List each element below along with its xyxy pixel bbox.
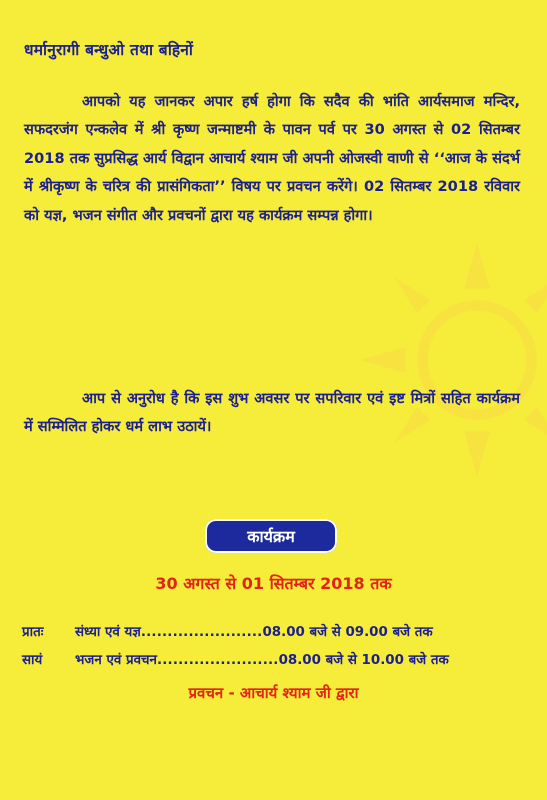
schedule-activity: भजन एवं प्रवचन bbox=[75, 653, 157, 668]
program-dates: 30 अगस्त से 01 सितम्बर 2018 तक bbox=[155, 574, 392, 593]
schedule-time: 08.00 बजे से 10.00 बजे तक bbox=[278, 653, 449, 668]
schedule-row-evening bbox=[22, 650, 527, 668]
sun-watermark-icon bbox=[347, 230, 547, 490]
salutation: धर्मानुरागी बन्धुओ तथा बहिनों bbox=[24, 41, 194, 59]
invitation-paragraph: आपको यह जानकर अपार हर्ष होगा कि सदैव की भांति आर्यसमाज मन्दिर, सफदरजंग एन्कलेव में श्री कृष्ण जन्माष्टमी के पावन पर्व पर 30 अगस्त से 02 सितम्बर 2018 तक सुप्रसिद्ध आर्य विद्वान आचार्य श्याम जी अपनी ओजस्वी वाणी से ‘‘आज के संदर्भ में श्रीकृष्ण के चरित्र की प्रासंगिकता’’ विषय पर प्रवचन करेंगे। 02 सितम्बर 2018 रविवार को यज्ञ, भजन संगीत और प्रवचनों द्वारा यह कार्यक्रम सम्पन्न होगा। bbox=[24, 93, 520, 224]
request-paragraph: आप से अनुरोध है कि इस शुभ अवसर पर सपरिवार एवं इष्ट मित्रों सहित कार्यक्रम में सम्मिलित होकर धर्म लाभ उठायें। bbox=[24, 390, 520, 436]
program-title-badge: कार्यक्रम bbox=[205, 519, 337, 553]
schedule-row-morning bbox=[22, 622, 527, 640]
schedule-activity: संध्या एवं यज्ञ bbox=[75, 625, 141, 640]
schedule-leader-dots: ....................... bbox=[140, 625, 263, 640]
schedule-leader-dots: ....................... bbox=[156, 653, 279, 668]
speaker-footer: प्रवचन - आचार्य श्याम जी द्वारा bbox=[188, 684, 359, 702]
schedule-slot: प्रातः bbox=[22, 625, 44, 640]
schedule-time: 08.00 बजे से 09.00 बजे तक bbox=[262, 625, 433, 640]
schedule-slot: सायं bbox=[22, 653, 43, 668]
